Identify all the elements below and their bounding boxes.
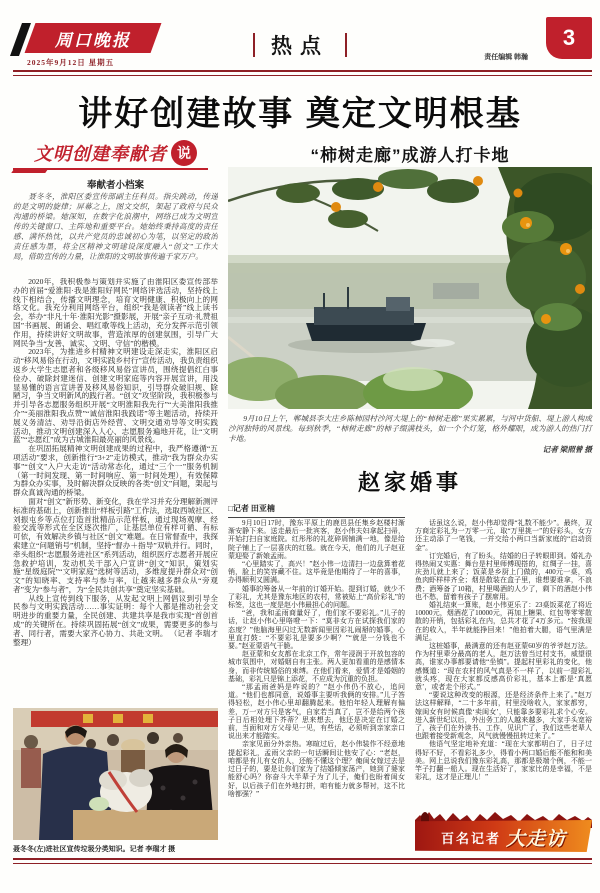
paragraph: 9月10日17时，豫东平原上的鹿邑县任集乡赵楼村渐渐安静下来。送走最后一批宾客，赵小伟夫妇拿起扫帚，开始打扫自家庭院。红彤彤的礼花碎屑铺满一地，像是给院子铺上了一层喜庆的红毯。就在今天，他们的儿子赵亚蒙迎娶了新娘孟雨。 [228, 519, 405, 560]
issue-date: 2025年9月12日 星期五 [27, 58, 115, 67]
article-byline: □记者 田亚楠 [228, 503, 405, 518]
paragraph: 婚礼结束一算账，赵小伟更乐了：23桌饭菜花了将近10000元，烟酒花了10000元，再加上糖果、红包等零零散散的开销，包括彩礼在内，总共才花了4万多元。“按我现在的收入，半年就能挣回来！”他拍着大腿，语气里满是满足。 [415, 601, 592, 642]
paragraph: 面对“创文”新形势、新变化，我在学习并充分理解新测评标准的基础上，创新推出“样板引路”工作法，选取西城社区、刘振屯乡等点位打造首批精品示范样板，通过现场观摩、经验交流等形式在全区逐次推广，让基层单位有样可循、有标可依，有效解决乡镇与社区“创文”难题。在日常督查中，我探索建立“问题销号”机制，坚持“督办＋指导”双轨并行。同时，牵头组织“志愿服务进社区”系列活动，组织医疗志愿者开展应急救护培训，发动机关干部入户宣讲“创文”知识，策划实施“星级庭院”“文明家庭”选树等活动，多维度提升群众对“创文”的知晓率、支持率与参与率，让越来越多群众从“旁观者”变为“参与者”，为“全民共创共享”奠定坚实基础。 [13, 496, 218, 594]
left-article-body [13, 278, 218, 704]
article-title: 赵家婚事 [357, 470, 462, 495]
community-photo-caption: 聂冬冬(左)进社区宣传垃圾分类知识。记者 李瑞才 摄 [13, 845, 176, 853]
persimmon-river-photo [228, 167, 592, 409]
paragraph: 聂冬冬，淮阳区委宣传部副主任科员。指尖跳动，传递的是文明的旋律；屏幕之上，图文交织，架起了政府与民众沟通的桥梁。她深知，在数字化浪潮中，网络已成为文明宣传的关键窗口、主阵地和重要平台。她始终秉持高度的责任感、满怀热忱，以共产党员的忠诚初心为笔，以坚定的政治责任感为墨，将全区精神文明建设深度融入“创文”工作大局，借助宣传的力量，让淮阳的文明故事传遍千家万户。 [13, 192, 218, 261]
paragraph: 话虽这么说，赵小伟却觉得“礼数不能少”。最终，双方商定彩礼为一万零一元，取“万里挑一”的好彩头，女方还主动添了一笔钱，一并交给小两口当新家庭的“启动资金”。 [415, 519, 592, 552]
paragraph: 9月10日上午，郸城县李大庄乡陈柿园村沙河大堤上的“柿树走廊”果实累累，与河中货船、堤上游人构成沙河独特的风景线。每到秋季，“柿树走廊”的柿子缀满枝头，如一个个灯笼，格外耀眼，成为游人的热门打卡地。 [228, 414, 592, 443]
caption-credit: 记者 梁照曾 摄 [542, 445, 592, 454]
paper-name: 周口晚报 [55, 30, 131, 50]
left-column-banner [13, 140, 218, 174]
banner-title: 文明创建奉献者 [34, 144, 167, 164]
article-column-2 [415, 519, 592, 803]
main-headline: 讲好创建故事 奠定文明根基 [78, 95, 522, 133]
page-number-badge: 3 [546, 17, 592, 59]
footer-rule [13, 858, 592, 864]
paragraph: 这桩婚事，最满意的还有赵亚蒙60岁的爷爷赵万法。作为村里辈分最高的老人，赵万法曾当过村支书，威望很高，谁家办事都要请他“坐镇”。提起村里彩礼的变化，他感慨道：“现在农村的风气真是不一样了，以前一提彩礼就头疼，现在大家都反感高价彩礼，基本上都是‘真愿意’，或者走个形式。” [415, 642, 592, 692]
article-column-1 [228, 519, 405, 853]
community-photo-illustration [13, 708, 218, 840]
paragraph: 亲家见面分外亲热。寒暄过后，赵小伟装作不经意地提起彩礼，孟雨父亲的一句话瞬间让他安了心：“老赵，咱都是有儿有女的人，还能不懂这个理？俺闺女嫁过去是过日子的，要是让你们家为了结婚倾家荡产，她到了婆家能舒心吗？你奋斗大半辈子为了儿子，俺们也盼着闺女好，以后孩子们在外地打拼，咱有能力就多帮衬，这不比啥都强？” [228, 740, 405, 798]
paragraph: 赵亚蒙和女友都在北京工作，常年浸润于开放包容的城市氛围中，对婚姻自有主张。两人更加看重的是感情本身，而非传统婚俗的束缚。在他们看来，爱情才是婚姻的基础，彩礼只是锦上添花，不应成为沉重的负担。 [228, 650, 405, 683]
persimmon-photo-caption [228, 414, 592, 455]
persimmon-headline: “柿树走廊”成游人打卡地 [310, 146, 510, 165]
profile-heading: 奉献者小档案 [86, 181, 144, 191]
persimmon-photo-illustration [228, 167, 592, 409]
section-name: 热点 [271, 35, 329, 58]
paragraph: “要说这种改变的根源，还是经济条件上来了。”赵万法这样解释，“二十多年前，村里没啥收入，家家都穷，嫁闺女有时候真像‘卖闺女’，只能靠多要彩礼求个心安。进入新世纪以后，外出务工的人越来越多，大家手头宽裕了，孩子们在外读书、工作，见识广了，我们这些老辈人也跟着接受新观念，风气就慢慢扭转过来了。” [415, 691, 592, 741]
paragraph: 从线上宣传到线下服务，从发起文明上网倡议到引导全民参与文明实践活动……事实证明：每个人都是推动社会文明进步的重要力量，全民创建、共建共享是我市实现“首创首成”的关键所在。持续巩固拓展“创文”成果，需要更多的参与者、同行者，需要大家齐心协力、共赴文明。 （记者 李瑞才 整理） [13, 593, 218, 647]
section-bar-right [345, 33, 347, 57]
paragraph: 在巩固拓展精神文明创建成果的过程中，我严格遵循“五项活动”要求，创新推行“3+2”走访模式，推动“我为群众办实事”“创文”入户大走访“活动常态化，通过“三个一”服务机制（第一时间发现、第一时间响应、第一时间处理），有效保障为群众办实事，及时解决群众反映的各类“创文”问题，架起与群众真诚沟通的桥梁。 [13, 444, 218, 498]
banner-underline [13, 168, 218, 174]
paragraph: “心里踏实了，高兴！”赵小伟一边清扫一边盘算着花销，脸上的笑容藏不住。这毕竟是他期待了一年的喜事，办得顺利又圆满。 [228, 560, 405, 585]
paragraph: “那孟雨爸妈是咋说的？”赵小伟仍不放心，追问道。“他们也都同意，说婚事主要听我俩的安排。”儿子答得轻松，赵小伟心里却翻腾起来。他怕年轻人理解有偏差，万一对方只是客气，自家若当真了，岂不是给两个孩子日后相处埋下芥蒂？思来想去，他还是决定在订婚之前，当面和对方父母见一见，有些话，必须听到亲家亲口说出来才能踏实。 [228, 683, 405, 741]
badge-text-large: 大走访 [506, 828, 567, 850]
paragraph: “爸，我和孟雨商量好了，他们家不要彩礼。”儿子的话，让赵小伟心里咯噔一下：“莫非女方在试探我们家的态度？”他脑海里闪过无数新闻里因彩礼闹掰的婚事，心里直打鼓：“不要彩礼是要多少啊？”“就是一分钱也不要。”赵亚蒙语气干脆。 [228, 609, 405, 651]
paragraph: 2023年，为推进乡村精神文明建设走深走实，淮阳区启动“移风易俗在行动，文明实践乡村行”宣传活动，我负责组织返乡大学生志愿者和各级移风易俗宣讲员，围绕提倡红白事俭办、破除封建迷信、创建文明家庭等内容开展宣讲，用浅显易懂的语言宣讲普及移风易俗知识，引导群众破旧规、除陋习，争当文明新风的践行者。“创文”攻坚阶段，我积极参与并引导各志愿服务组织开展“文明淮阳我先行”“大美淮阳我推介”“美丽淮阳我点赞”“诚信淮阳我践诺”等主题活动，持续开展义务清洁、劝导沿街店外经营、文明交通劝导等文明实践活动，推动文明创建深入人心、志愿服务遍地开花，让“文明蓝”“志愿红”成为古城淮阳最亮丽的风景线。 [13, 347, 218, 445]
badge-text-small: 百名记者 [440, 830, 501, 846]
section-bar-left [253, 33, 255, 57]
profile-text [13, 192, 218, 272]
caption-text [228, 414, 592, 444]
campaign-badge [415, 806, 592, 854]
header-rule [13, 70, 592, 76]
paragraph: 2020年，我积极参与策划并实施了由淮阳区委宣传部举办的首届“爱淮阳·我是淮阳好网民”网络评选活动，坚持线上线下相结合，传播文明理念，培育文明健康、积极向上的网络文化。我充分利用网络平台，组织“我是领读者”线上读书会，举办“非凡十年·淮阳光影”摄影展，开展“亲子互动·礼赞祖国”书画展、朗诵会、唱红歌等线上活动，充分发挥示范引领作用，持续讲好文明故事，营造浓厚的创建氛围，引导广大网民争当“友善、诚实、文明、守信”的楷模。 [13, 278, 218, 348]
paragraph: 婚事的筹备从一年前的订婚开始。提到订婚，就少不了彩礼，尤其是豫东地区的农村，常被贴上“高价彩礼”的标签，这也一度是赵小伟最担心的问题。 [228, 584, 405, 610]
editor-credit: 责任编辑 韩瀚 [484, 53, 528, 61]
community-event-photo [13, 708, 218, 840]
paragraph: 他语气坚定地补充道：“现在大家都明白了，日子过得好不好，不看彩礼多少，得看小两口婚后能不能和和美美。网上总说我们豫东彩礼高，那都是极端个例，不能一竿子打翻一船人。现在生活好了，家家比的是幸福，不是彩礼，这才是正理儿！” [415, 740, 592, 782]
paragraph: 订完婚后，有了盼头，结婚的日子转眼即到。婚礼办得热闹又实惠：舞台是村里师傅现搭的，红绸子一挂，喜庆劲儿就上来了；饭菜是乡厨上门做的，400元一桌，鸡鱼肉虾样样齐全；烟是散装在盒子里，谁想要谁拿，不浪费；酒筹备了10箱，村里喝酒的人少了，剩下的酒赵小伟也不愁，留着有孩子了摆席用。 [415, 551, 592, 601]
speech-circle-badge: 说 [171, 140, 197, 166]
